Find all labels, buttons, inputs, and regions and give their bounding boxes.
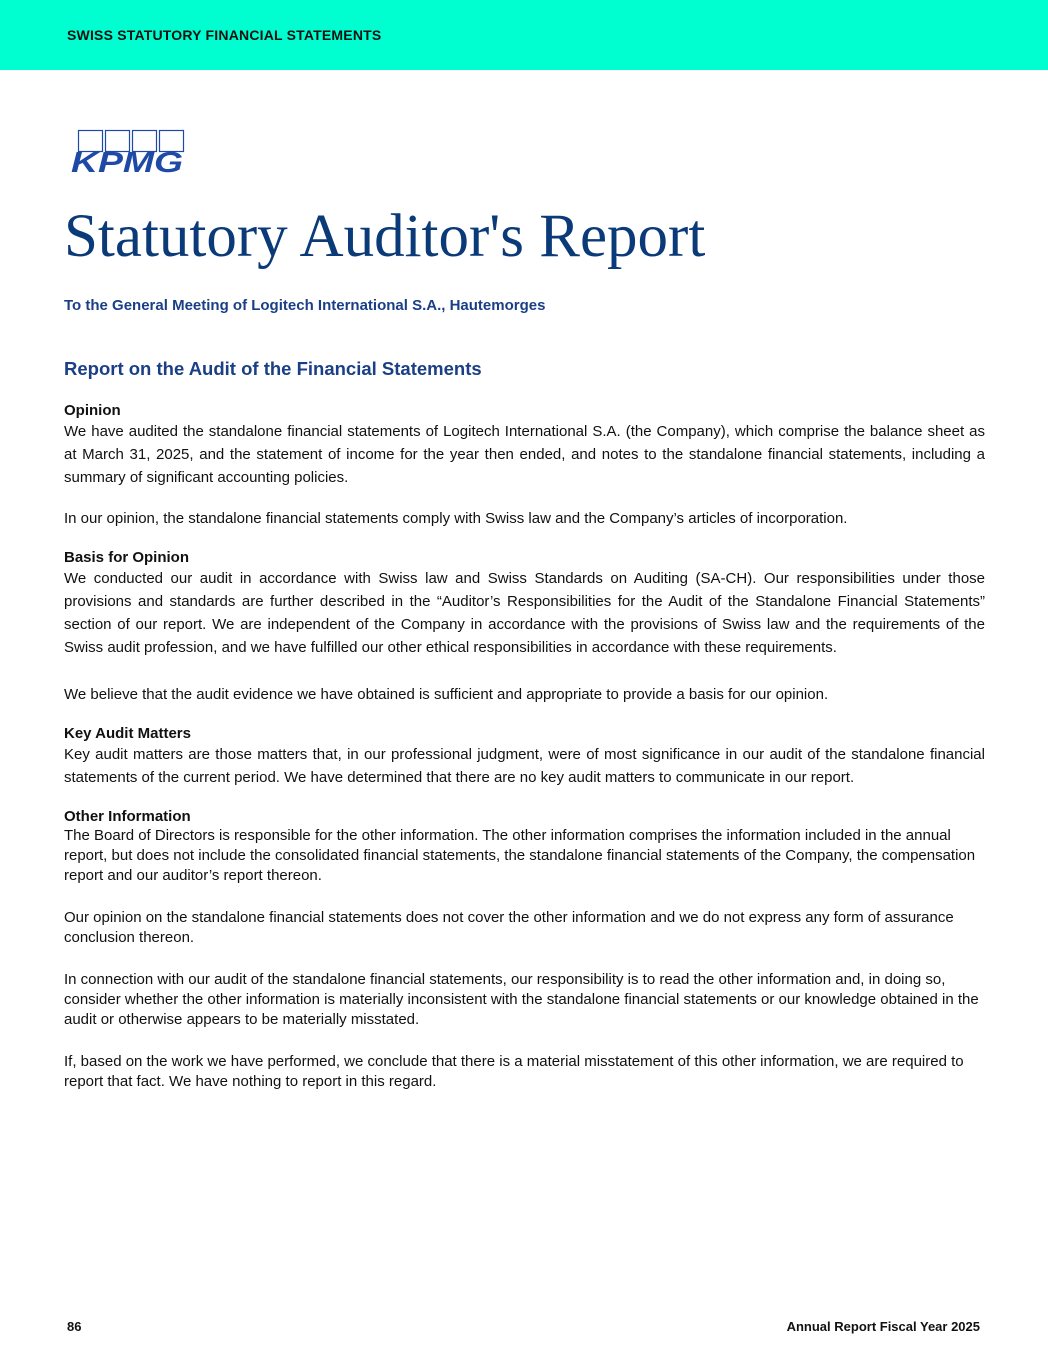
header-band-title: SWISS STATUTORY FINANCIAL STATEMENTS (67, 27, 382, 43)
page-number: 86 (67, 1319, 82, 1334)
report-title: Statutory Auditor's Report (64, 203, 706, 270)
opinion-paragraph-1: We have audited the standalone financial statements of Logitech International S.A. (the Company), which comprise the balance sheet as at March 31, 2025, and the statement of income for the year then ended, and notes to the standalone financial statements, including a summary of significant accounting policies. (64, 423, 985, 486)
other-info-paragraph-1: The Board of Directors is responsible for the other information. The other information comprises the information included in the annual report, but does not include the consolidated financial statements, the standalone financial statements of the Company, the compensation report and our auditor’s report thereon. (64, 827, 976, 884)
basis-heading: Basis for Opinion (64, 549, 190, 566)
header-band (0, 0, 1048, 70)
report-body (64, 402, 985, 1092)
report-addressee: To the General Meeting of Logitech International S.A., Hautemorges (64, 297, 546, 314)
kpmg-logo-text: KPMG (71, 147, 183, 177)
other-info-heading: Other Information (64, 808, 191, 825)
opinion-heading: Opinion (64, 402, 121, 419)
other-info-paragraph-3: In connection with our audit of the standalone financial statements, our responsibility is to read the other information and, in doing so, consider whether the other information is materially inconsistent with the standalone financial statements or our knowledge obtained in the audit or otherwise appears to be materially misstated. (64, 971, 979, 1028)
kpmg-logo-graphic (70, 129, 188, 177)
other-info-paragraph-4: If, based on the work we have performed, we conclude that there is a material misstatement of this other information, we are required to report that fact. We have nothing to report in this regard. (64, 1053, 964, 1090)
section-heading: Report on the Audit of the Financial Statements (64, 358, 482, 379)
basis-paragraph-2: We believe that the audit evidence we have obtained is sufficient and appropriate to provide a basis for our opinion. (64, 686, 829, 703)
opinion-paragraph-2: In our opinion, the standalone financial statements comply with Swiss law and the Company’s articles of incorporation. (64, 510, 848, 527)
key-audit-heading: Key Audit Matters (64, 725, 191, 742)
key-audit-paragraph-1: Key audit matters are those matters that, in our professional judgment, were of most significance in our audit of the standalone financial statements of the current period. We have determined that there are no key audit matters to communicate in our report. (64, 746, 985, 786)
basis-paragraph-1: We conducted our audit in accordance with Swiss law and Swiss Standards on Auditing (SA-CH). Our responsibilities under those provisions and standards are further described in the “Auditor’s Responsibilities for the Audit of the Standalone Financial Statements” section of our report. We are independent of the Company in accordance with the provisions of Swiss law and the requirements of the Swiss audit profession, and we have fulfilled our other ethical responsibilities in accordance with these requirements. (64, 570, 985, 656)
other-info-paragraph-2: Our opinion on the standalone financial statements does not cover the other information and we do not express any form of assurance conclusion thereon. (64, 909, 954, 946)
footer-document-title: Annual Report Fiscal Year 2025 (786, 1319, 980, 1334)
kpmg-logo (70, 129, 188, 177)
